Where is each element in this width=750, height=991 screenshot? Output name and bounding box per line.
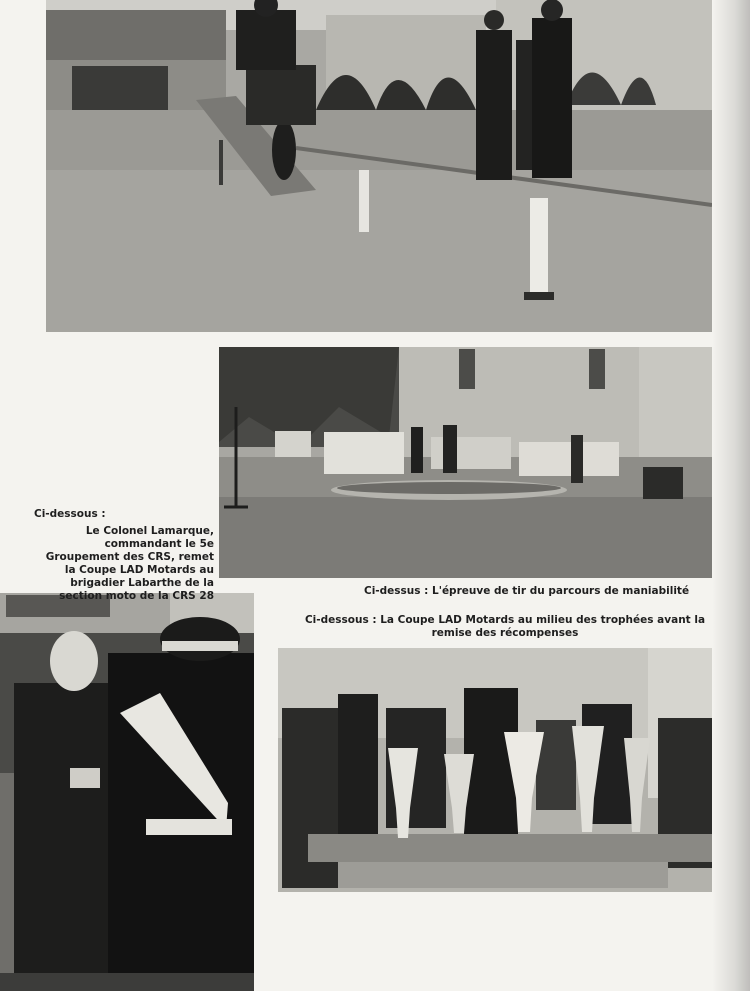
- left-caption-lead: Ci-dessous :: [34, 508, 106, 520]
- trophies-photo: [278, 648, 712, 892]
- left-caption-body: Le Colonel Lamarque, commandant le 5e Groupement des CRS, remet la Coupe LAD Motards au brigadier Labarthe de la section moto de la CRS 28: [45, 525, 214, 602]
- page-edge-shadow: [712, 0, 750, 991]
- motorcycle-ramp-photo: [46, 0, 712, 332]
- bottom-caption: Ci-dessous : La Coupe LAD Motards au milieu des trophées avant la remise des récompenses: [304, 614, 706, 639]
- left-caption: [34, 508, 214, 603]
- award-handover-photo: [0, 593, 254, 991]
- shooting-course-photo: [219, 347, 712, 578]
- middle-caption: Ci-dessus : L'épreuve de tir du parcours de maniabilité: [364, 585, 690, 597]
